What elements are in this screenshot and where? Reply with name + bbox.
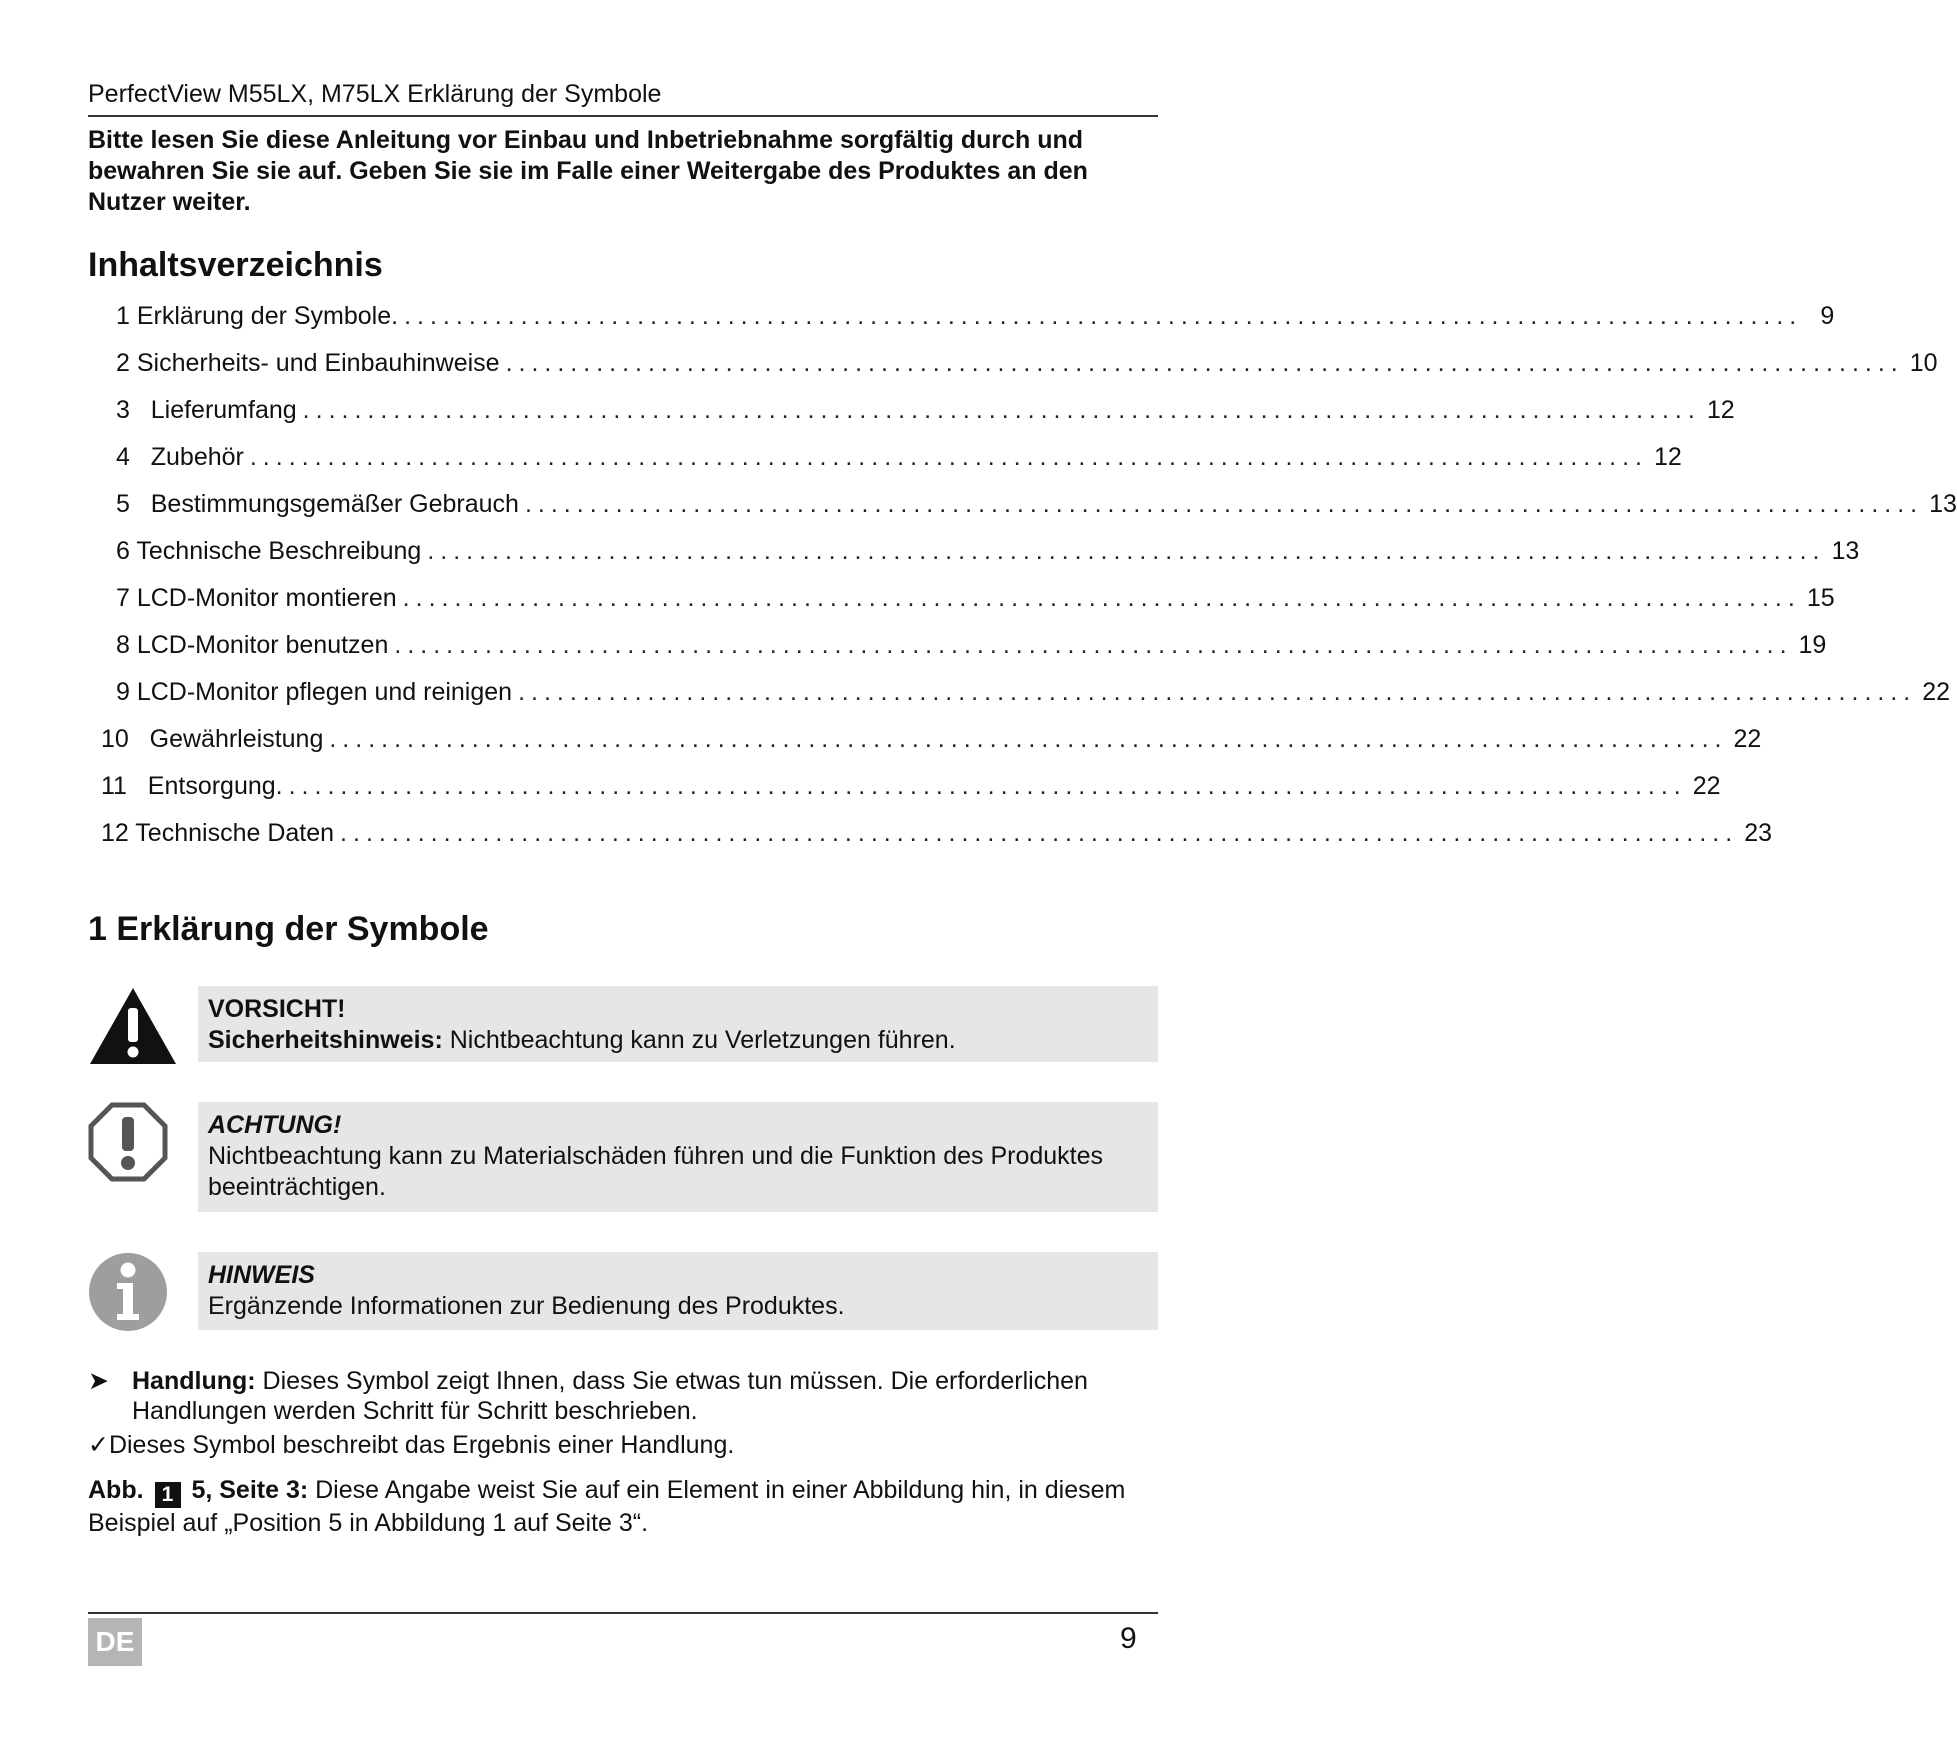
toc-leader: ............................................................................................................ <box>427 537 1826 565</box>
toc-title: Inhaltsverzeichnis <box>88 246 383 284</box>
page-number: 9 <box>1120 1622 1137 1655</box>
notice-caution-label: Sicherheitshinweis: <box>208 1026 443 1054</box>
toc-item-label: 9 LCD-Monitor pflegen und reinigen <box>116 678 513 706</box>
info-icon <box>88 1252 168 1332</box>
section-title: 1 Erklärung der Symbole <box>88 910 489 948</box>
toc-item-label: 2 Sicherheits- und Einbauhinweise <box>116 349 500 377</box>
notice-info-title: HINWEIS <box>208 1261 315 1289</box>
toc-item-label: 8 LCD-Monitor benutzen <box>116 631 389 659</box>
action-paragraph <box>88 1366 1158 1426</box>
toc-leader: ............................................................................................................ <box>404 302 1803 330</box>
toc-item[interactable] <box>116 678 1951 714</box>
toc-item[interactable] <box>116 443 1682 479</box>
toc-item[interactable] <box>116 490 1957 526</box>
toc-item[interactable] <box>116 584 1835 620</box>
action-label: Handlung: <box>132 1367 256 1395</box>
toc-item-label: 7 LCD-Monitor montieren <box>116 584 397 612</box>
toc-leader: ............................................................................................................ <box>249 443 1649 471</box>
intro-paragraph: Bitte lesen Sie diese Anleitung vor Einbau und Inbetriebnahme sorgfältig durch und bewahren Sie sie auf. Geben Sie sie im Falle einer Weitergabe des Produktes an den Nutzer weiter. <box>88 126 1088 216</box>
toc-item[interactable] <box>101 725 1762 761</box>
toc-item-page: 13 <box>1929 490 1957 518</box>
toc-item-label: 10 Gewährleistung <box>101 725 324 753</box>
footer-divider <box>88 1612 1158 1614</box>
notice-info <box>198 1252 1158 1330</box>
figure-number-box: 1 <box>155 1482 181 1508</box>
running-header: PerfectView M55LX, M75LX Erklärung der Symbole <box>88 80 1158 117</box>
toc-item-page: 19 <box>1798 631 1827 659</box>
language-badge: DE <box>88 1618 142 1666</box>
checkmark-icon: ✓ <box>88 1431 109 1459</box>
toc-item[interactable] <box>101 772 1721 808</box>
toc-item-label: 5 Bestimmungsgemäßer Gebrauch <box>116 490 519 518</box>
notice-attention <box>198 1102 1158 1212</box>
notice-caution-body <box>208 1025 1148 1056</box>
action-text: Dieses Symbol zeigt Ihnen, dass Sie etwas tun müssen. Die erforderlichen Handlungen werden Schritt für Schritt beschrieben. <box>132 1367 1088 1425</box>
notice-caution <box>198 986 1158 1062</box>
toc-item-page: 12 <box>1706 396 1735 424</box>
arrow-right-icon: ➤ <box>88 1367 109 1395</box>
toc-leader: ............................................................................................................ <box>505 349 1904 377</box>
toc-item-page: 12 <box>1654 443 1682 471</box>
toc-item[interactable] <box>116 396 1735 432</box>
notice-attention-text: Nichtbeachtung kann zu Materialschäden führen und die Funktion des Produktes beeinträchtigen. <box>208 1142 1104 1201</box>
toc-item-page: 22 <box>1733 725 1762 753</box>
toc-item-label: 1 Erklärung der Symbole. <box>116 302 399 330</box>
toc-item-page: 23 <box>1744 819 1773 847</box>
figure-text: Diese Angabe weist Sie auf ein Element in einer Abbildung hin, in diesem Beispiel auf „Position 5 in Abbildung 1 auf Seite 3“. <box>88 1476 1126 1537</box>
toc-item[interactable] <box>101 819 1773 855</box>
toc-leader: ............................................................................................................ <box>302 396 1701 424</box>
toc-item-page: 9 <box>1820 302 1835 330</box>
toc-item-label: 3 Lieferumfang <box>116 396 297 424</box>
result-text: Dieses Symbol beschreibt das Ergebnis einer Handlung. <box>108 1431 735 1459</box>
notice-attention-title: ACHTUNG! <box>208 1111 342 1139</box>
notice-caution-text: Nichtbeachtung kann zu Verletzungen führen. <box>442 1026 956 1054</box>
toc-item-page: 10 <box>1909 349 1938 377</box>
toc-item-label: 6 Technische Beschreibung <box>116 537 422 565</box>
notice-caution-title: VORSICHT! <box>208 995 346 1023</box>
toc-leader: ............................................................................................................ <box>288 772 1687 800</box>
figure-reference-paragraph <box>88 1475 1158 1538</box>
figure-ref: 5, Seite 3: <box>184 1476 309 1504</box>
figure-label: Abb. <box>88 1476 144 1504</box>
toc-item-label: 11 Entsorgung. <box>101 772 283 800</box>
notice-info-text: Ergänzende Informationen zur Bedienung des Produktes. <box>208 1292 845 1320</box>
attention-octagon-icon <box>88 1102 168 1182</box>
toc-leader: ............................................................................................................ <box>329 725 1728 753</box>
toc-item[interactable] <box>116 631 1827 667</box>
toc-leader: ............................................................................................................ <box>518 678 1917 706</box>
toc-leader: ............................................................................................................ <box>402 584 1801 612</box>
toc-item-page: 22 <box>1922 678 1951 706</box>
warning-triangle-icon <box>88 986 178 1066</box>
toc-item-label: 12 Technische Daten <box>101 819 335 847</box>
result-paragraph <box>88 1430 1158 1460</box>
toc-item-page: 22 <box>1692 772 1721 800</box>
toc-leader: ............................................................................................................ <box>340 819 1739 847</box>
toc-item-page: 13 <box>1831 537 1860 565</box>
toc-item[interactable] <box>116 537 1860 573</box>
toc-leader: ............................................................................................................ <box>394 631 1793 659</box>
toc-item[interactable] <box>116 302 1835 338</box>
toc-item[interactable] <box>116 349 1938 385</box>
toc-leader: ............................................................................................................ <box>524 490 1924 518</box>
toc-item-label: 4 Zubehör <box>116 443 244 471</box>
toc-item-page: 15 <box>1806 584 1835 612</box>
